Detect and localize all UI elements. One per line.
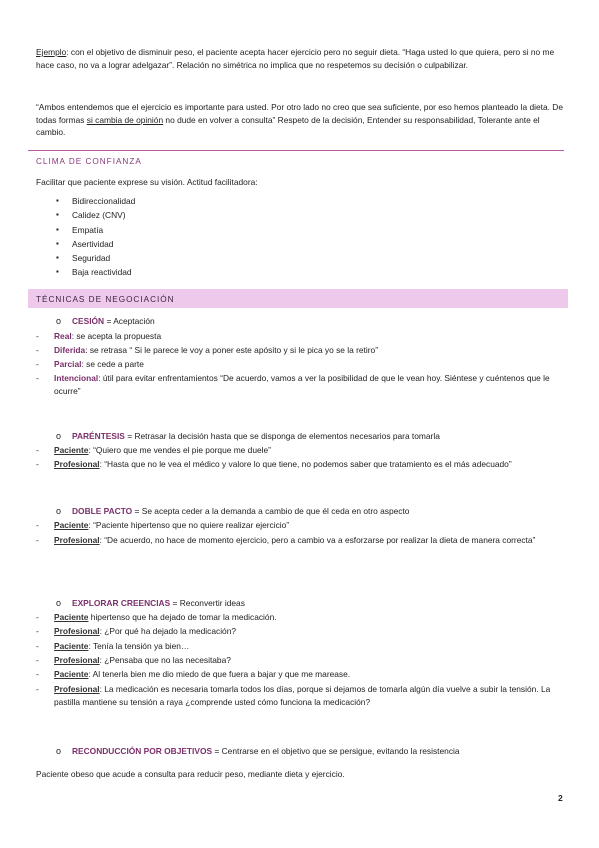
ejemplo-text: : con el objetivo de disminuir peso, el paciente acepta hacer ejercicio pero no seguir dieta. “Haga usted lo que quiera, pero si no me hace caso, no va a lograr adelgazar”. Relación no simétrica no implica que no respetemos su decisión o culpabilizar. bbox=[36, 47, 555, 70]
quote-underlined: si cambia de opinión bbox=[86, 114, 164, 125]
cesion-desc: = Aceptación bbox=[104, 316, 155, 326]
circle-bullet: o bbox=[56, 746, 62, 756]
circle-bullet: o bbox=[56, 431, 62, 441]
circle-bullet: o bbox=[56, 316, 62, 326]
quote-part2: no dude en volver a consulta” Respeto de la decisión, Entender su responsabilidad, Tolerante ante el cambio. bbox=[36, 114, 540, 137]
circle-bullet: o bbox=[56, 506, 62, 516]
ejemplo-paragraph bbox=[36, 46, 564, 71]
document-page: Ejemplo: con el objetivo de disminuir peso, el paciente acepta hacer ejercicio pero no seguir dieta. “Haga usted lo que quiera, pero si no me hace caso, no va a lograr adelgazar”. Relación no simétrica no implica que no respetemos su decisión o culpabilizar. “Ambos entendemos que el ejercicio es importante para usted. Por otro lado no creo que sea suficiente, por eso hemos planteado la dieta. De todas formas si cambia de opinión no dude en volver a consulta” Respeto de la decisión, Entender su responsabilidad, Tolerante ante el cambio. CLIMA DE CONFIANZA Facilitar que paciente exprese su visión. Actitud facilitadora: Bidireccionalidad Calidez (CNV) Empatía Asertividad Seguridad Baja reactividad TÉCNICAS DE NEGOCIACIÓN o CESIÓN = Aceptación - Real: se acepta la propuesta - Diferida: se retrasa “ Si le parece le voy a poner este apósito y si le pica yo se la retiro” - Parcial: se cede a parte - Intencional: útil para evitar enfrentamientos “De acuerdo, vamos a ver la posibilidad de que le vean hoy. Siéntese y cuéntenos que le ocurre” o PARÉNTESIS = Retrasar la decisión hasta que se disponga de elementos necesarios para tomarla - Paciente: “Quiero que me vendes el pie porque me duele” - Profesional: “Hasta que no le vea el médico y valore lo que tiene, no podemos saber que tratamiento es el más adecuado” o DOBLE PACTO = Se acepta ceder a la demanda a cambio de que él ceda en otro aspecto - Paciente: “Paciente hipertenso que no quiere realizar ejercicio” - Profesional: “De acuerdo, no hace de momento ejercicio, pero a cambio va a esforzarse por realizar la dieta de manera correcta” o EXPLORAR CREENCIAS = Reconvertir ideas - Paciente hipertenso que ha dejado de tomar la medicación. - Profesional: ¿Por qué ha dejado la medicación? - Paciente: Tenía la tensión ya bien… - Profesional: ¿Pensaba que no las necesitaba? - Paciente: Al tenerla bien me dio miedo de que fuera a bajar y que me marease. - Profesional: La medicación es necesaria tomarla todos los días, porque si dejamos de tomarla algún día vuelve a subir la tensión. La pastilla mantiene su tensión a raya ¿comprende usted cómo funciona la medicación? o RECONDUCCIÓN POR OBJETIVOS = Centrarse en el objetivo que se persigue, evitando la resistencia Paciente obeso que acude a consulta para reducir peso, mediante dieta y ejercicio. 2 bbox=[0, 0, 599, 848]
section-divider bbox=[28, 150, 564, 151]
clima-lead: Facilitar que paciente exprese su visión. Actitud facilitadora: bbox=[36, 177, 258, 187]
clima-heading: CLIMA DE CONFIANZA bbox=[36, 157, 142, 166]
quote-part1: “Ambos entendemos que el ejercicio es importante para usted. Por otro lado no creo que sea suficiente, por eso hemos planteado la dieta. De todas formas bbox=[36, 102, 564, 125]
ejemplo-label: Ejemplo bbox=[36, 47, 67, 57]
page-number: 2 bbox=[558, 793, 563, 803]
closing-paragraph: Paciente obeso que acude a consulta para reducir peso, mediante dieta y ejercicio. bbox=[36, 769, 345, 779]
cesion-name: CESIÓN bbox=[72, 316, 105, 326]
quote-paragraph bbox=[36, 101, 564, 139]
tecnicas-heading: TÉCNICAS DE NEGOCIACIÓN bbox=[36, 295, 175, 304]
circle-bullet: o bbox=[56, 598, 62, 608]
